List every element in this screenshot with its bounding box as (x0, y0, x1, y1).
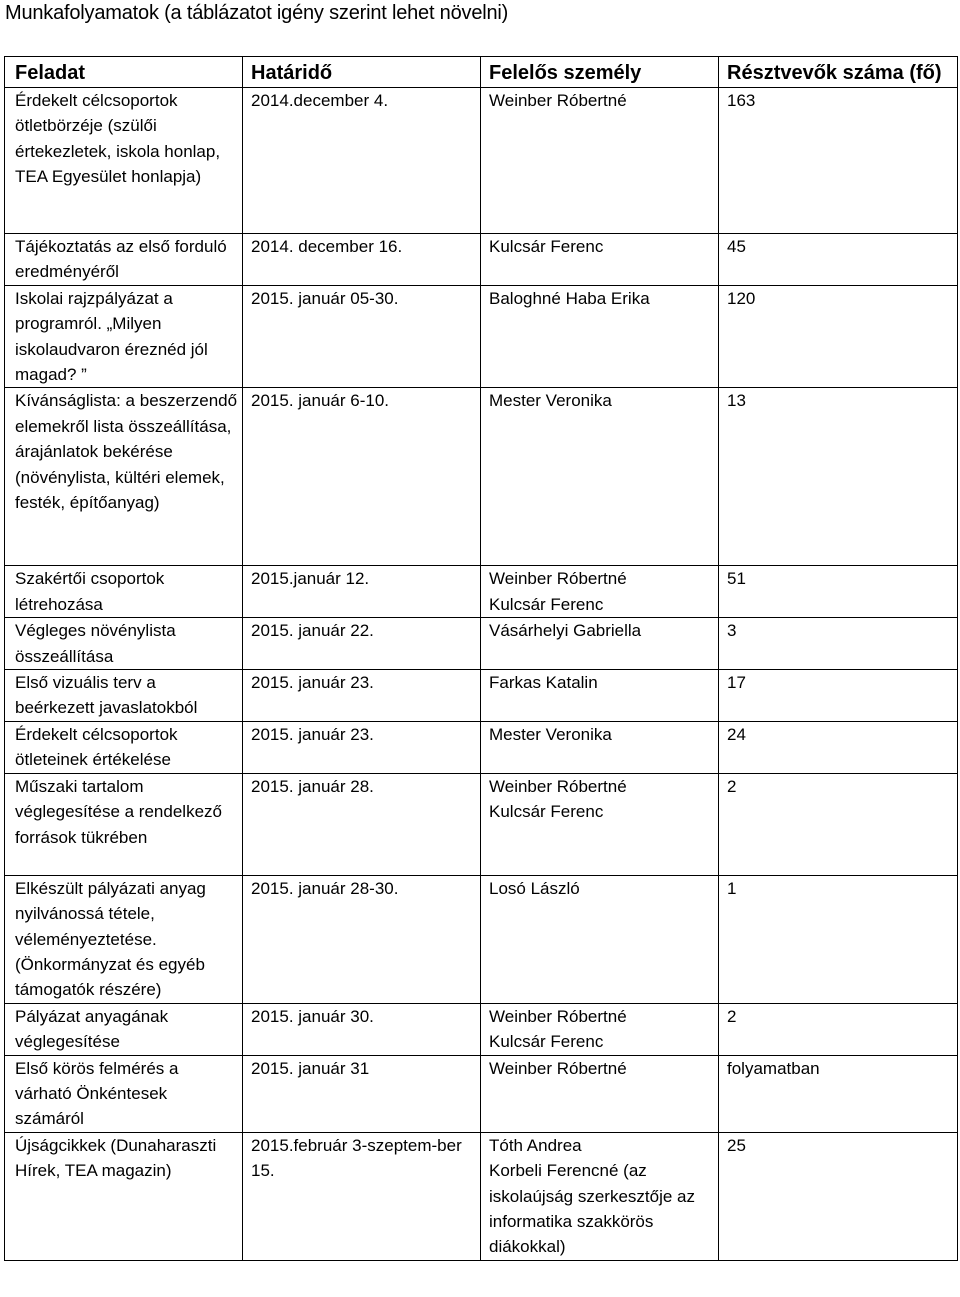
cell-count: 24 (719, 721, 958, 773)
cell-responsible: Weinber Róbertné Kulcsár Ferenc (481, 773, 719, 875)
cell-responsible: Weinber Róbertné (481, 1055, 719, 1132)
header-row (5, 57, 958, 88)
cell-count: 163 (719, 88, 958, 234)
cell-deadline: 2015. január 22. (243, 618, 481, 670)
cell-deadline: 2014.december 4. (243, 88, 481, 234)
cell-responsible: Losó László (481, 875, 719, 1003)
cell-deadline: 2015. január 28. (243, 773, 481, 875)
header-task: Feladat (5, 57, 243, 88)
cell-responsible: Kulcsár Ferenc (481, 234, 719, 286)
cell-task: Első körös felmérés a várható Önkéntesek számáról (5, 1055, 243, 1132)
page-title: Munkafolyamatok (a táblázatot igény szerint lehet növelni) (5, 2, 509, 24)
cell-count: 17 (719, 670, 958, 722)
header-count: Résztvevők száma (fő) (719, 57, 958, 88)
table-row (5, 670, 958, 722)
cell-deadline: 2015. január 6-10. (243, 388, 481, 566)
cell-deadline: 2015. január 31 (243, 1055, 481, 1132)
cell-count: 13 (719, 388, 958, 566)
cell-responsible: Mester Veronika (481, 388, 719, 566)
cell-task: Tájékoztatás az első forduló eredményéről (5, 234, 243, 286)
cell-count: 120 (719, 285, 958, 388)
cell-responsible: Weinber Róbertné Kulcsár Ferenc (481, 1003, 719, 1055)
cell-task: Pályázat anyagának véglegesítése (5, 1003, 243, 1055)
header-deadline: Határidő (243, 57, 481, 88)
cell-task: Kívánságlista: a beszerzendő elemekről lista összeállítása, árajánlatok bekérése (növénylista, kültéri elemek, festék, építőanyag) (5, 388, 243, 566)
cell-responsible: Tóth Andrea Korbeli Ferencné (az iskolaújság szerkesztője az informatika szakkörös diákokkal) (481, 1132, 719, 1260)
table-row (5, 388, 958, 566)
cell-count: 3 (719, 618, 958, 670)
cell-deadline: 2015. január 30. (243, 1003, 481, 1055)
cell-task: Műszaki tartalom véglegesítése a rendelkező források tükrében (5, 773, 243, 875)
header-responsible: Felelős személy (481, 57, 719, 88)
cell-task: Szakértői csoportok létrehozása (5, 566, 243, 618)
cell-deadline: 2014. december 16. (243, 234, 481, 286)
workflow-table (4, 56, 958, 1261)
cell-deadline: 2015. január 05-30. (243, 285, 481, 388)
table-row (5, 234, 958, 286)
cell-task: Végleges növénylista összeállítása (5, 618, 243, 670)
cell-responsible: Weinber Róbertné (481, 88, 719, 234)
cell-deadline: 2015. január 23. (243, 670, 481, 722)
table-row (5, 773, 958, 875)
cell-deadline: 2015. január 23. (243, 721, 481, 773)
table-row (5, 88, 958, 234)
cell-count: 51 (719, 566, 958, 618)
table-row (5, 285, 958, 388)
cell-task: Érdekelt célcsoportok ötleteinek értékelése (5, 721, 243, 773)
cell-responsible: Farkas Katalin (481, 670, 719, 722)
cell-count: 45 (719, 234, 958, 286)
cell-count: 2 (719, 1003, 958, 1055)
table-row (5, 875, 958, 1003)
cell-responsible: Mester Veronika (481, 721, 719, 773)
cell-responsible: Baloghné Haba Erika (481, 285, 719, 388)
cell-task: Újságcikkek (Dunaharaszti Hírek, TEA magazin) (5, 1132, 243, 1260)
cell-task: Elkészült pályázati anyag nyilvánossá tétele, véleményeztetése. (Önkormányzat és egyéb támogatók részére) (5, 875, 243, 1003)
cell-deadline: 2015.január 12. (243, 566, 481, 618)
table-row (5, 618, 958, 670)
cell-task: Iskolai rajzpályázat a programról. „Milyen iskolaudvaron éreznéd jól magad? ” (5, 285, 243, 388)
table-row (5, 1055, 958, 1132)
cell-task: Érdekelt célcsoportok ötletbörzéje (szülői értekezletek, iskola honlap, TEA Egyesület honlapja) (5, 88, 243, 234)
cell-count: 2 (719, 773, 958, 875)
table-row (5, 566, 958, 618)
table-row (5, 1132, 958, 1260)
table-row (5, 1003, 958, 1055)
cell-count: folyamatban (719, 1055, 958, 1132)
cell-count: 25 (719, 1132, 958, 1260)
cell-responsible: Vásárhelyi Gabriella (481, 618, 719, 670)
table-row (5, 721, 958, 773)
cell-responsible: Weinber Róbertné Kulcsár Ferenc (481, 566, 719, 618)
cell-deadline: 2015.február 3-szeptem-ber 15. (243, 1132, 481, 1260)
cell-deadline: 2015. január 28-30. (243, 875, 481, 1003)
cell-count: 1 (719, 875, 958, 1003)
cell-task: Első vizuális terv a beérkezett javaslatokból (5, 670, 243, 722)
